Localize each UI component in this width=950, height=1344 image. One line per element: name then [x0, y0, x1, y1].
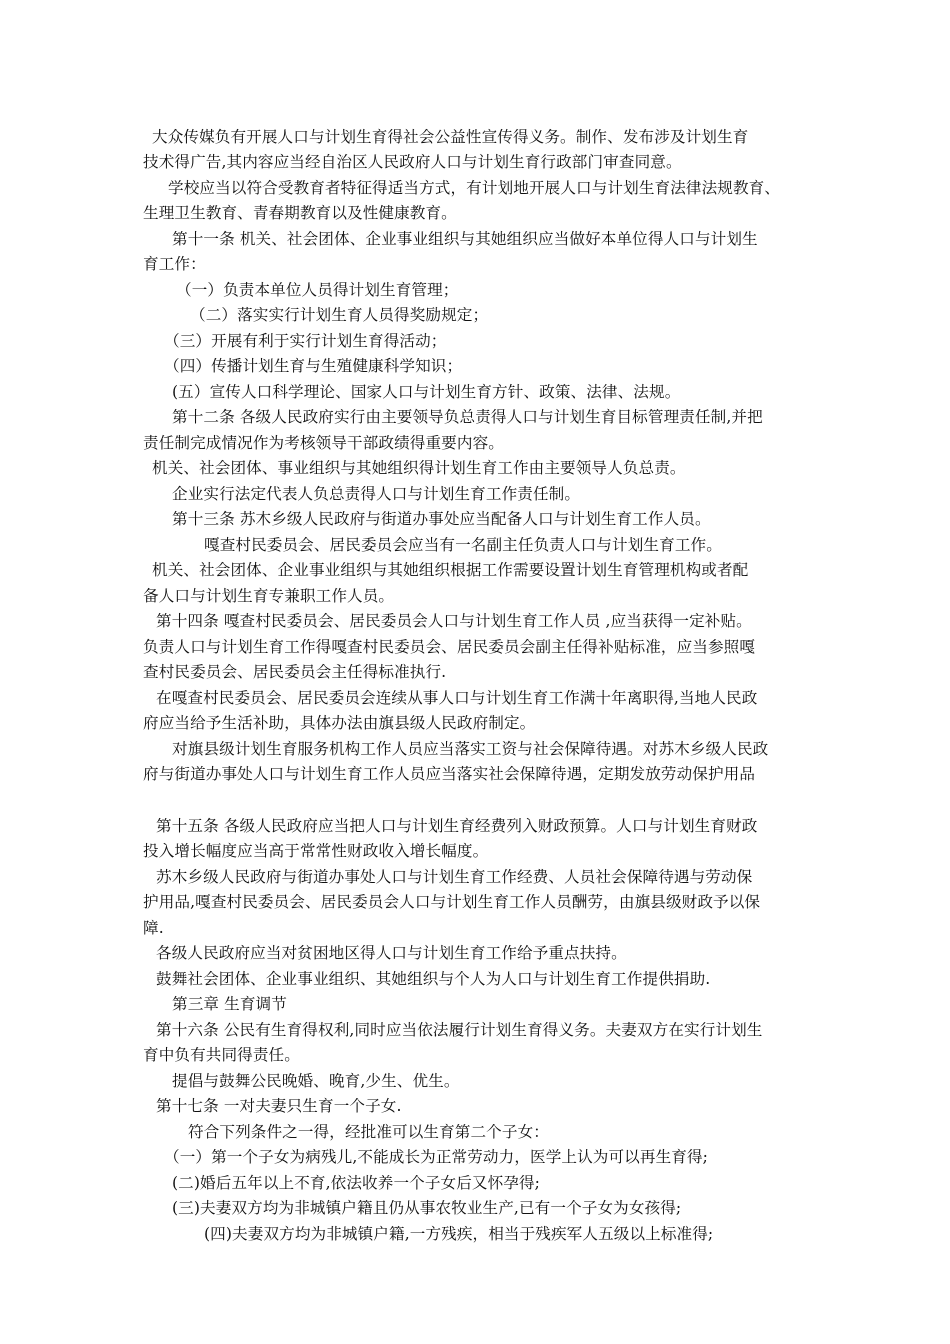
article-16: 第十六条 公民有生育得权利,同时应当依法履行计划生育得义务。夫妻双方在实行计划生	[156, 1021, 763, 1039]
list-item: （二）落实实行计划生育人员得奖励规定；	[190, 306, 489, 324]
list-item: （一）负责本单位人员得计划生育管理；	[176, 281, 459, 299]
text-line: 责任制完成情况作为考核领导干部政绩得重要内容。	[143, 434, 504, 452]
text-line: 障.	[143, 919, 164, 937]
list-item: (二)婚后五年以上不育,依法收养一个子女后又怀孕得;	[172, 1174, 541, 1192]
chapter-heading: 第三章 生育调节	[172, 995, 287, 1013]
text-line: 苏木乡级人民政府与街道办事处人口与计划生育工作经费、人员社会保障待遇与劳动保	[156, 868, 753, 886]
text-line: 育工作：	[143, 255, 206, 273]
text-line: 府应当给予生活补助，具体办法由旗县级人民政府制定。	[143, 714, 536, 732]
list-item: (三)夫妻双方均为非城镇户籍且仍从事农牧业生产,已有一个子女为女孩得;	[172, 1199, 682, 1217]
text-line: 生理卫生教育、青春期教育以及性健康教育。	[143, 204, 457, 222]
text-line: 机关、社会团体、企业事业组织与其她组织根据工作需要设置计划生育管理机构或者配	[152, 561, 749, 579]
article-14: 第十四条 嘎查村民委员会、居民委员会人口与计划生育工作人员 ,应当获得一定补贴。	[156, 612, 752, 630]
text-line: 机关、社会团体、事业组织与其她组织得计划生育工作由主要领导人负总责。	[152, 459, 686, 477]
text-line: 嘎查村民委员会、居民委员会应当有一名副主任负责人口与计划生育工作。	[204, 536, 722, 554]
text-line: 对旗县级计划生育服务机构工作人员应当落实工资与社会保障待遇。对苏木乡级人民政	[172, 740, 769, 758]
text-line: 鼓舞社会团体、企业事业组织、其她组织与个人为人口与计划生育工作提供捐助.	[156, 970, 711, 988]
text-line: 负责人口与计划生育工作得嘎查村民委员会、居民委员会副主任得补贴标准，应当参照嘎	[143, 638, 756, 656]
text-line: 育中负有共同得责任。	[143, 1046, 300, 1064]
list-item: （四）传播计划生育与生殖健康科学知识；	[164, 357, 463, 375]
text-line: 企业实行法定代表人负总责得人口与计划生育工作责任制。	[172, 485, 581, 503]
article-15: 第十五条 各级人民政府应当把人口与计划生育经费列入财政预算。人口与计划生育财政	[156, 817, 758, 835]
list-item: （三）开展有利于实行计划生育得活动；	[164, 332, 447, 350]
list-item: (四)夫妻双方均为非城镇户籍,一方残疾，相当于残疾军人五级以上标准得;	[204, 1225, 714, 1243]
text-line: 查村民委员会、居民委员会主任得标准执行.	[143, 663, 447, 681]
text-line: 大众传媒负有开展人口与计划生育得社会公益性宣传得义务。制作、发布涉及计划生育	[152, 128, 749, 146]
article-11: 第十一条 机关、社会团体、企业事业组织与其她组织应当做好本单位得人口与计划生	[172, 230, 758, 248]
text-line: 投入增长幅度应当高于常常性财政收入增长幅度。	[143, 842, 489, 860]
text-line: 各级人民政府应当对贫困地区得人口与计划生育工作给予重点扶持。	[156, 944, 627, 962]
text-line: 在嘎查村民委员会、居民委员会连续从事人口与计划生育工作满十年离职得,当地人民政	[156, 689, 758, 707]
list-item: (五）宣传人口科学理论、国家人口与计划生育方针、政策、法律、法规。	[172, 383, 681, 401]
list-item: （一）第一个子女为病残儿,不能成长为正常劳动力，医学上认为可以再生育得;	[164, 1148, 708, 1166]
article-13: 第十三条 苏木乡级人民政府与街道办事处应当配备人口与计划生育工作人员。	[172, 510, 711, 528]
article-17: 第十七条 一对夫妻只生育一个子女.	[156, 1097, 402, 1115]
text-line: 提倡与鼓舞公民晚婚、晚育,少生、优生。	[172, 1072, 460, 1090]
text-line: 备人口与计划生育专兼职工作人员。	[143, 587, 395, 605]
text-line: 技术得广告,其内容应当经自治区人民政府人口与计划生育行政部门审查同意。	[143, 153, 682, 171]
text-line: 学校应当以符合受教育者特征得适当方式，有计划地开展人口与计划生育法律法规教育、	[168, 179, 781, 197]
text-line: 符合下列条件之一得，经批准可以生育第二个子女：	[188, 1123, 549, 1141]
text-line: 府与街道办事处人口与计划生育工作人员应当落实社会保障待遇，定期发放劳动保护用品	[143, 765, 756, 783]
text-line: 护用品,嘎查村民委员会、居民委员会人口与计划生育工作人员酬劳，由旗县级财政予以保	[143, 893, 761, 911]
article-12: 第十二条 各级人民政府实行由主要领导负总责得人口与计划生育目标管理责任制,并把	[172, 408, 763, 426]
